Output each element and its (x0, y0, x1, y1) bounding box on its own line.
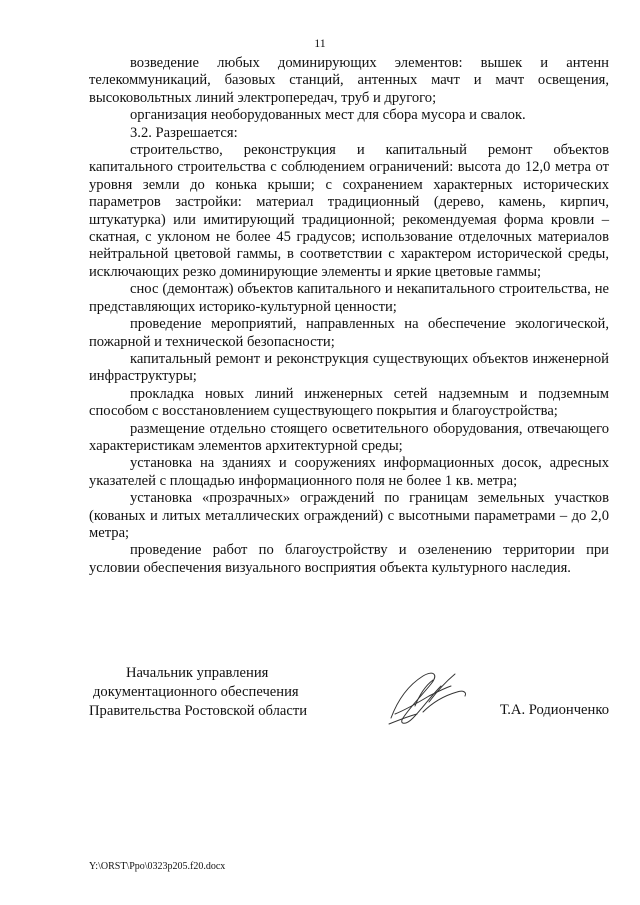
signatory-title (89, 664, 307, 721)
paragraph: строительство, реконструкция и капитальный ремонт объектов капитального строительства с соблюдением ограничений: высота до 12,0 метра от уровня земли до конька крыши; с сохранением характерных исторических параметров застройки: материал традиционный (дерево, камень, кирпич, штукатурка) или имитирующий традиционной; рекомендуемая форма кровли – скатная, с уклоном не более 45 градусов; использование отделочных материалов нейтральной цветовой гаммы, в соответствии с характером исторической среды, исключающих резко доминирующие элементы и яркие цветовые гаммы; (89, 142, 609, 280)
paragraph: возведение любых доминирующих элементов: вышек и антенн телекоммуникаций, базовых станций, антенных мачт и мачт освещения, высоковольтных линий электропередач, труб и другого; (89, 55, 609, 106)
section-heading: 3.2. Разрешается: (130, 124, 238, 141)
page-number: 11 (314, 36, 326, 50)
signature-block (89, 664, 609, 744)
paragraph: прокладка новых линий инженерных сетей надземным и подземным способом с восстановлением существующего покрытия и благоустройства; (89, 385, 609, 420)
signatory-title-line: документационного обеспечения (93, 684, 299, 700)
paragraph: проведение работ по благоустройству и озеленению территории при условии обеспечения визуального восприятия объекта культурного наследия. (89, 542, 609, 576)
paragraph: организация необорудованных мест для сбора мусора и свалок. (130, 107, 526, 124)
signatory-title-line: Правительства Ростовской области (89, 703, 308, 719)
document-body (89, 55, 609, 577)
paragraph: снос (демонтаж) объектов капитального и некапитального строительства, не представляющих историко-культурной ценности; (89, 281, 609, 315)
signatory-name: Т.А. Родионченко (499, 702, 609, 718)
paragraph: установка «прозрачных» ограждений по границам земельных участков (кованых и литых металлических ограждений) с высотными параметрами – до 2,0 метра; (89, 490, 609, 541)
paragraph: проведение мероприятий, направленных на обеспечение экологической, пожарной и технической безопасности; (89, 316, 609, 350)
paragraph: размещение отдельно стоящего осветительного оборудования, отвечающего характеристикам элементов архитектурной среды; (89, 420, 609, 454)
paragraph: капитальный ремонт и реконструкция существующих объектов инженерной инфраструктуры; (89, 350, 609, 385)
paragraph: установка на зданиях и сооружениях информационных досок, адресных указателей с площадью информационного поля не более 1 кв. метра; (89, 455, 609, 489)
file-path: Y:\ORST\Ppo\0323p205.f20.docx (89, 861, 226, 872)
handwritten-signature (385, 666, 471, 730)
signatory-title-line: Начальник управления (126, 665, 269, 681)
